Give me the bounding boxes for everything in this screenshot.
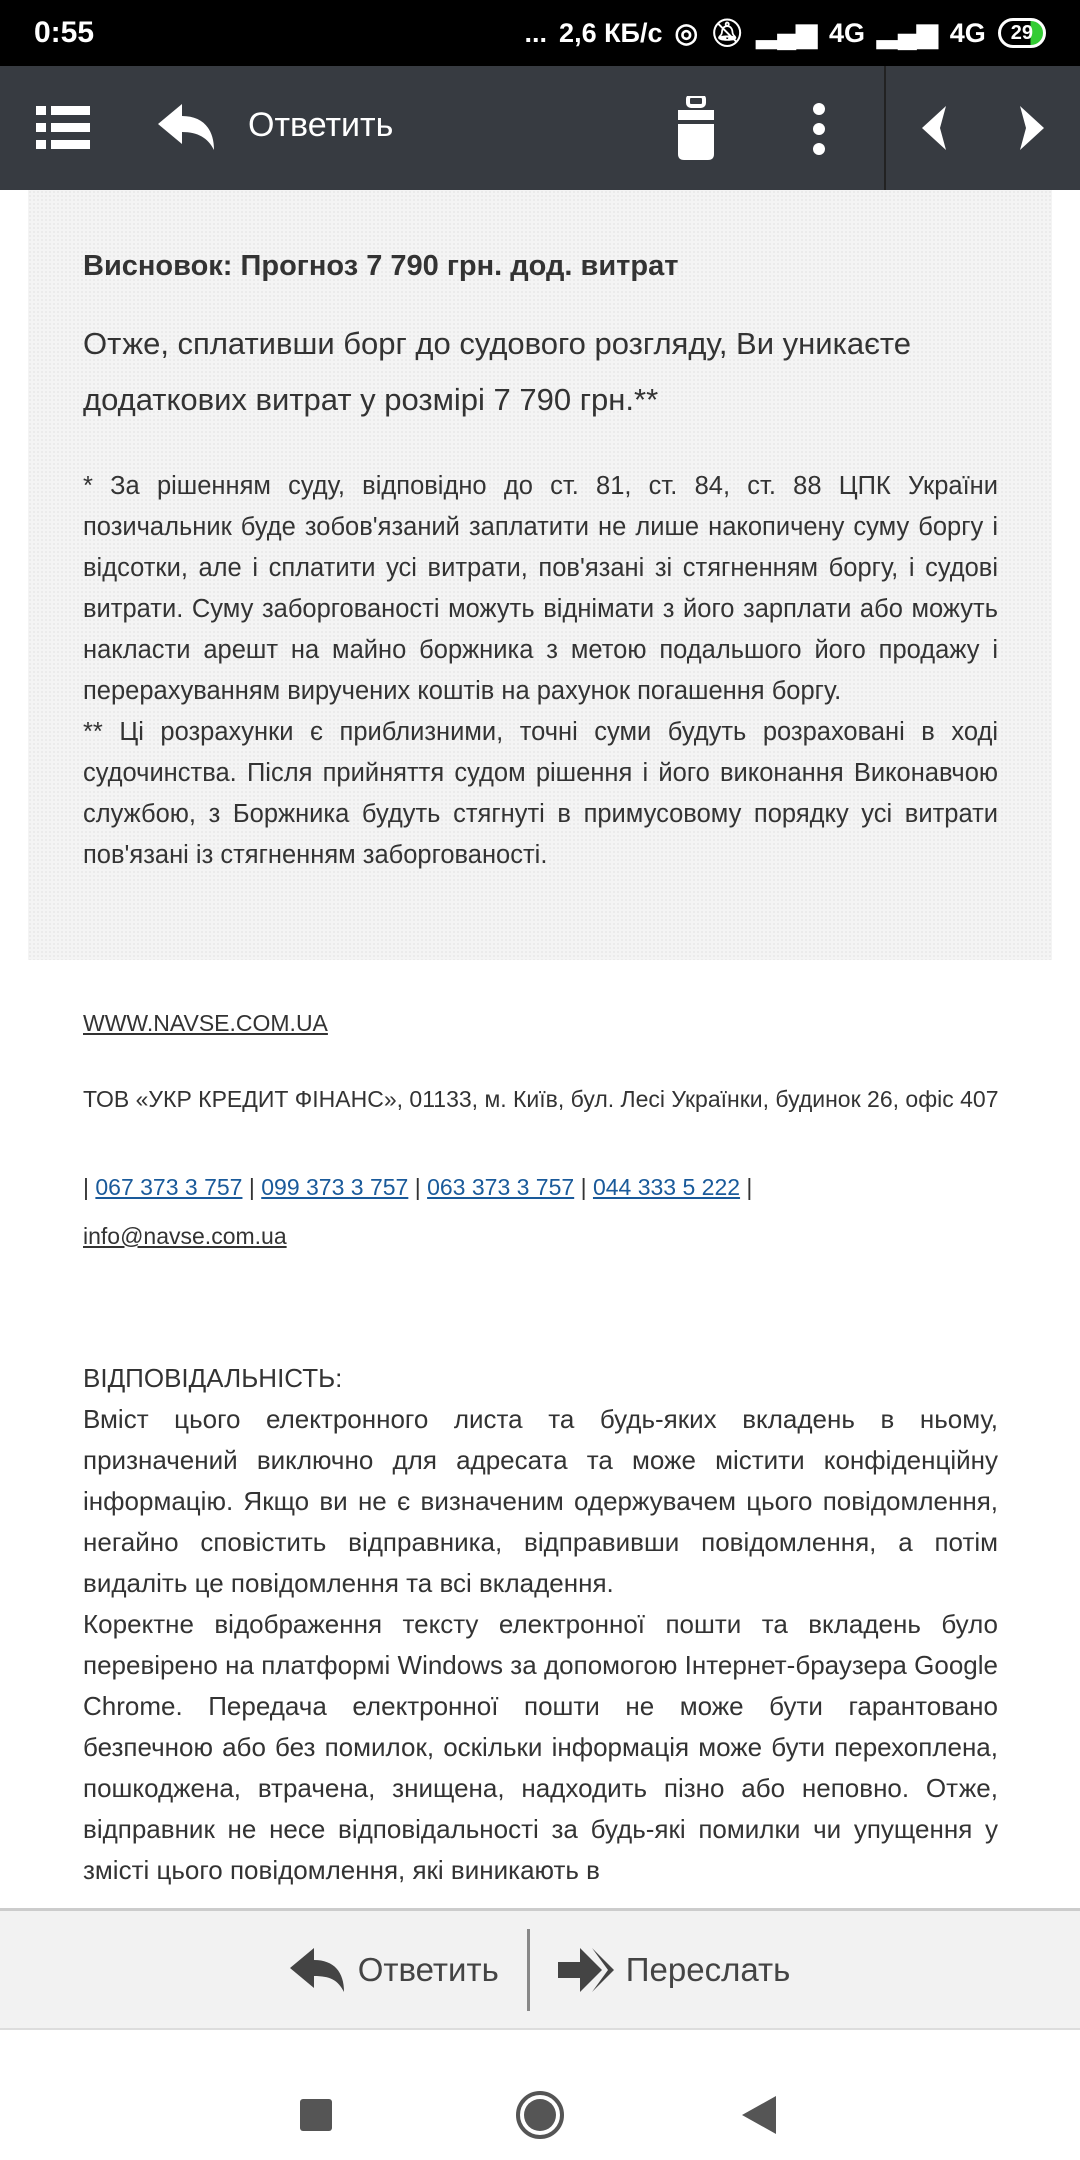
- back-icon[interactable]: [742, 2096, 776, 2134]
- battery-icon: 29: [998, 18, 1046, 48]
- reply-icon: [290, 1948, 346, 1992]
- previous-icon[interactable]: [922, 106, 948, 150]
- reply-label: Ответить: [357, 1950, 499, 1988]
- divider: [884, 66, 886, 190]
- more-notifications: ...: [524, 17, 548, 48]
- menu-list-icon[interactable]: [36, 106, 90, 150]
- phone-link[interactable]: 099 373 3 757: [261, 1174, 409, 1200]
- clock: 0:55: [34, 16, 95, 49]
- conclusion-heading: Висновок: Прогноз 7 790 грн. дод. витрат: [83, 250, 679, 282]
- company-address: ТОВ «УКР КРЕДИТ ФІНАНС», 01133, м. Київ, бул. Лесі Українки, будинок 26, офіс 407: [83, 1086, 999, 1112]
- action-bar: [0, 1908, 1080, 2030]
- disclaimer-title: ВІДПОВІДАЛЬНІСТЬ:: [83, 1363, 343, 1393]
- email-link[interactable]: info@navse.com.ua: [83, 1223, 287, 1249]
- network-type: 4G: [829, 17, 866, 48]
- next-icon[interactable]: [1018, 106, 1044, 150]
- hotspot-icon: ◎: [674, 17, 699, 48]
- footnote-1: * За рішенням суду, відповідно до ст. 81, ст. 84, ст. 88 ЦПК України позичальник буде зобов'язаний заплатити не лише накопичену суму боргу і відсотки, але і сплатити усі витрати, пов'язані зі стягненням боргу, і судові витрати. Суму заборгованості можуть віднімати з його зарплати або можуть накласти арешт на майно боржника з метою подальшого його продажу і перерахуванням виручених коштів на рахунок погашення боргу.: [83, 472, 998, 705]
- footnotes: [83, 466, 998, 876]
- forward-icon: [558, 1948, 614, 1992]
- network-speed: 2,6 КБ/с: [559, 17, 663, 48]
- toolbar: [0, 66, 1080, 190]
- website-link[interactable]: WWW.NAVSE.COM.UA: [83, 1010, 328, 1036]
- disclaimer: [83, 1358, 998, 1891]
- signal-icon: ▂▄▆: [877, 17, 938, 48]
- system-nav-bar: [0, 2030, 1080, 2160]
- more-vert-icon[interactable]: [812, 102, 826, 156]
- phone-list: | 067 373 3 757 | 099 373 3 757 | 063 373 3 757 | 044 333 5 222 |: [83, 1174, 753, 1200]
- reply-action-button[interactable]: [262, 1948, 527, 1992]
- signal-icon: ▂▄▆: [756, 17, 818, 48]
- phone-link[interactable]: 067 373 3 757: [95, 1174, 243, 1200]
- disclaimer-paragraph: Коректне відображення тексту електронної пошти та вкладень було перевірено на платформі Windows за допомогою Інтернет-браузера Google Chrome. Передача електронної пошти не може бути гарантовано безпечною або без помилок, оскільки інформація може бути перехоплена, пошкоджена, втрачена, знищена, надходить пізно або неповно. Отже, відправник не несе відповідальності за будь-які помилки чи упущення у змісті цього повідомлення, які виникають в: [83, 1609, 998, 1885]
- summary-text: Отже, сплативши борг до судового розгляду, Ви уникаєте додаткових витрат у розмірі 7 790 грн.**: [83, 326, 911, 417]
- phone-link[interactable]: 063 373 3 757: [427, 1174, 575, 1200]
- home-icon[interactable]: [516, 2091, 564, 2139]
- trash-icon[interactable]: [674, 96, 718, 162]
- network-type: 4G: [949, 17, 986, 48]
- recents-icon[interactable]: [300, 2099, 332, 2131]
- phone-link[interactable]: 044 333 5 222: [592, 1174, 741, 1200]
- mute-bell-icon: 🔕︎: [710, 18, 745, 48]
- footnote-2: ** Ці розрахунки є приблизними, точні суми будуть розраховані в ході судочинства. Після прийняття судом рішення і його виконання Виконавчою службою, з Боржника будуть стягнуті в примусовому порядку усі витрати пов'язані із стягненням заборгованості.: [83, 718, 998, 869]
- forward-action-button[interactable]: [530, 1948, 818, 1992]
- forward-label: Переслать: [625, 1950, 791, 1988]
- disclaimer-paragraph: Вміст цього електронного листа та будь-яких вкладень в ньому, призначений виключно для адресата та може містити конфіденційну інформацію. Якщо ви не є визначеним одержувачем цього повідомлення, негайно сповістить відправника, відправивши повідомлення, а потім видаліть це повідомлення та всі вкладення.: [83, 1404, 998, 1598]
- reply-button[interactable]: Ответить: [248, 106, 394, 144]
- email-summary-box: [28, 190, 1052, 960]
- status-bar: [0, 0, 1080, 66]
- reply-icon[interactable]: [158, 104, 216, 152]
